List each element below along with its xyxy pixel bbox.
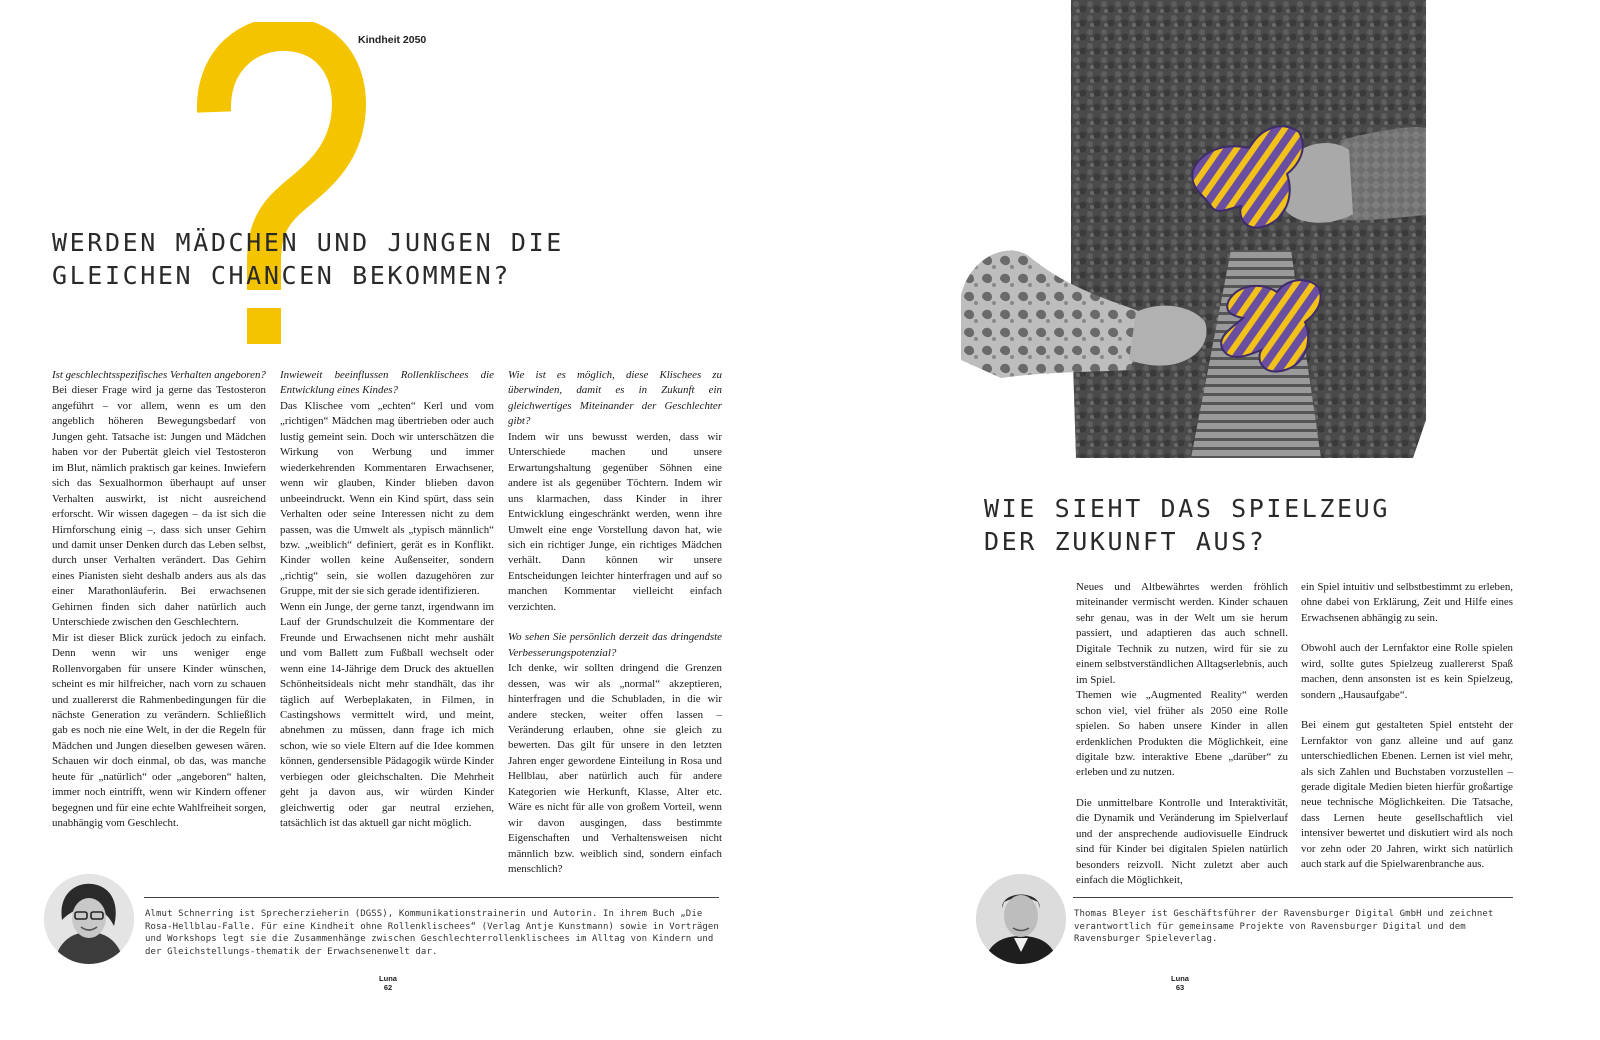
paragraph: Indem wir uns bewusst werden, dass wir Unterschiede machen und unsere Erwartungshaltung gegenüber Söhnen eine andere ist als gegenüber Töchtern. Indem wir uns klarmachen, dass Kinder in ihrer Entwicklung eingeschränkt werden, wenn ihre Umwelt eine enge Vorstellung davon hat, wie sich ein richtiger Junge, ein richtiges Mädchen verhält. Dann können wir unsere Entscheidungen leichter hinterfragen und auf so manchen Kommentar vielleicht einfach verzichten. [508, 430, 722, 613]
left-page-number: 62 [383, 983, 393, 992]
collage-arm-right [1341, 127, 1426, 220]
interview-question: Inwieweit beeinflussen Rollenklischees die Entwicklung eines Kindes? [280, 369, 494, 397]
paragraph: Ich denke, wir sollten dringend die Grenzen dessen, was wir als „normal“ akzeptieren, hinterfragen und die Schubladen, in die wir andere stecken, weiter offen lassen – Veränderung erlauben, ohne sie gleich zu bewerten. Das gilt für unsere in den letzten Jahren enger gewordene Einteilung in Rosa und Hellblau, aber natürlich auch für andere Kategorien wie Herkunft, Klasse, Alter etc. Wäre es nicht für alle von großem Vorteil, wenn wir davon ausgingen, dass bestimmte Eigenschaften und Verhaltensweisen nicht männlich bzw. weiblich sind, sondern einfach menschlich? [508, 662, 722, 876]
paragraph: Bei dieser Frage wird ja gerne das Testosteron angeführt – vor allem, wenn es um den angeblich höheren Bewegungsbedarf von Jungen geht. Tatsache ist: Jungen und Mädchen haben vor der Pubertät gleich viel Testosteron im Blut, nämlich praktisch gar keines. Inwiefern sich das Sexualhormon überhaupt auf unser Verhalten auswirkt, ist nicht ausreichend erforscht. Wir wissen dagegen – da ist sich die Hirnforschung einig –, dass sich unser Gehirn und damit unser Denken durch das Leben selbst, durch unser Verhalten verändert. Das Gehirn eines Pianisten sieht deshalb anders aus als das einer Marathonläuferin. Bei erwachsenen Gehirnen finden sich daher natürlich auch Unterschiede zwischen den Geschlechtern. [52, 384, 266, 629]
avatar [44, 874, 134, 964]
left-author-bio: Almut Schnerring ist Sprecherzieherin (DGSS), Kommunikationstrainerin und Autorin. In ihrem Buch „Die Rosa-Hellblau-Falle. Für eine Kindheit ohne Rollenklischees“ (Verlag Antje Kunstmann) sowie in Vorträgen und Workshops legt sie die Zusammenhänge zwischen Geschlechterrollenklischees im Alltag von Kindern und der Gleichstellungs-thematik der Erwachsenenwelt dar. [145, 909, 719, 957]
collage-photo [961, 0, 1426, 460]
left-folio [368, 974, 408, 992]
paragraph-gap [508, 615, 722, 630]
section-tag: Kindheit 2050 [358, 34, 427, 46]
paragraph: Obwohl auch der Lernfaktor eine Rolle spielen wird, sollte gutes Spielzeug zuallererst Spaß machen, denn ansonsten ist es kein Spielzeug, sondern „Hausaufgabe“. [1301, 642, 1513, 701]
question-mark-graphic [182, 22, 367, 352]
paragraph: Die unmittelbare Kontrolle und Interaktivität, die Dynamik und Veränderung im Spielverlauf und der ansprechende audiovisuelle Eindruck sind für Kinder bei digitalen Spielen natürlich besonders reizvoll. Nicht zuletzt aber auch einfach die Möglichkeit, [1076, 796, 1288, 887]
avatar [976, 874, 1066, 964]
paragraph-gap [1076, 781, 1288, 796]
paragraph: Das Klischee vom „echten“ Kerl und vom „richtigen“ Mädchen mag übertrieben oder auch lustig gemeint sein. Doch wir unterschätzen die Wirkung von Werbung und immer wiederkehrenden Kommentaren Erwachsener, wenn wir glauben, Kinder blieben davon unbeeindruckt. Wenn ein Kind spürt, dass sein Verhalten oder seine Interessen nicht zu dem passen, was die Umwelt als „typisch männlich“ bzw. „weiblich“ definiert, gerät es in Konflikt. Kinder wollen keine Außenseiter, sondern „richtig“ sein, sie wollen dazugehören zur Gruppe, mit der sie sich gerade identifizieren. [280, 399, 494, 598]
left-folio-title: Luna [379, 974, 397, 983]
right-headline-line-1: WIE SIEHT DAS SPIELZEUG [984, 494, 1390, 523]
author-portrait [976, 874, 1066, 964]
left-column-1 [52, 368, 266, 832]
interview-question: Ist geschlechtsspezifisches Verhalten angeboren? [52, 369, 266, 381]
right-headline [984, 492, 1544, 558]
left-headline-line-1: WERDEN MÄDCHEN UND JUNGEN DIE [52, 228, 564, 257]
right-column-1 [1076, 580, 1288, 889]
paragraph: Neues und Altbewährtes werden fröhlich miteinander vermischt werden. Kinder schauen sehr genau, was in der Welt um sie herum passiert, und adaptieren das auch schnell. Digitale Technik zu nutzen, wird für sie zu einem selbstverständlichen Alltagserlebnis, auch im Spiel. [1076, 581, 1288, 686]
author-portrait [44, 874, 134, 964]
question-mark-dot [247, 308, 281, 344]
interview-question: Wo sehen Sie persönlich derzeit das dringendste Verbesserungspotenzial? [508, 631, 722, 659]
right-page-number: 63 [1175, 983, 1185, 992]
paragraph: Wenn ein Junge, der gerne tanzt, irgendwann im Lauf der Grundschulzeit die Kommentare der Freunde und Erwachsenen nicht mehr aushält und vom Ballett zum Fußball wechselt oder wenn eine 14-Jährige dem Druck des aktuellen Schönheitsideals nicht mehr standhält, das ihr täglich auf Werbeplakaten, in Filmen, in Castingshows vermittelt wird, und meint, abnehmen zu müssen, dann frage ich mich schon, wie so viele Eltern auf die Idee kommen können, gendersensible Pädagogik würde Kinder verbiegen oder gleichschalten. Die Mehrheit geht ja davon aus, wir würden Kinder gleichwertig oder gar neutral erziehen, tatsächlich ist das aktuell gar nicht möglich. [280, 600, 494, 830]
left-headline-line-2: GLEICHEN CHANCEN BEKOMMEN? [52, 261, 511, 290]
right-bio-divider [1073, 897, 1513, 898]
paragraph: Mir ist dieser Blick zurück jedoch zu einfach. Denn wenn wir uns weniger enge Rollenvorgaben für unsere Kinder wünschen, scheint es mir hilfreicher, nach vorn zu schauen und zuallererst die Rahmenbedingungen für die nächste Generation zu verändern. Schließlich gab es noch nie eine Welt, in der die Regeln für Mädchen und Jungen dieselben gewesen wären. Schauen wir doch einmal, ob das, was manche heute für „natürlich“ oder „angeboren“ halten, immer noch eintrifft, wenn wir Kindern offener begegnen und für eine echte Wahlfreiheit sorgen, unabhängig vom Geschlecht. [52, 631, 266, 830]
right-headline-line-2: DER ZUKUNFT AUS? [984, 527, 1267, 556]
right-author-bio: Thomas Bleyer ist Geschäftsführer der Ravensburger Digital GmbH und zeichnet verantwortlich für gemeinsame Projekte von Ravensburger Digital und dem Ravensburger Spieleverlag. [1074, 909, 1494, 944]
left-column-3 [508, 368, 722, 878]
paragraph-gap [1301, 626, 1513, 641]
left-column-2 [280, 368, 494, 832]
left-bio-divider [144, 897, 719, 898]
paragraph-gap [1301, 703, 1513, 718]
paragraph: Bei einem gut gestalteten Spiel entsteht der Lernfaktor von ganz alleine und auf ganz unterschiedlichen Ebenen. Lernen ist viel mehr, als sich Zahlen und Buchstaben vorzustellen – gerade digitale Medien bieten hierfür großartige neue technische Möglichkeiten. Die Tatsache, dass Lernen heute gesellschaftlich viel intensiver bewertet und diskutiert wird als noch vor zehn oder 20 Jahren, wirkt sich natürlich auch stark auf die Spielwarenbranche aus. [1301, 719, 1513, 871]
paragraph: Themen wie „Augmented Reality“ werden schon viel, viel früher als 2050 eine Rolle spielen. So haben unsere Kinder in allen erdenklichen Produkten die Möglichkeit, eine digitale bzw. interaktive Ebene „darüber“ zu erleben und zu nutzen. [1076, 689, 1288, 779]
paragraph: ein Spiel intuitiv und selbstbestimmt zu erleben, ohne dabei von Erklärung, Zeit und Hilfe eines Erwachsenen abhängig zu sein. [1301, 581, 1513, 624]
right-folio [1160, 974, 1200, 992]
left-headline [52, 226, 692, 292]
right-folio-title: Luna [1171, 974, 1189, 983]
interview-question: Wie ist es möglich, diese Klischees zu überwinden, damit es in Zukunft ein gleichwertiges Miteinander der Geschlechter gibt? [508, 369, 722, 428]
right-column-2 [1301, 580, 1513, 873]
